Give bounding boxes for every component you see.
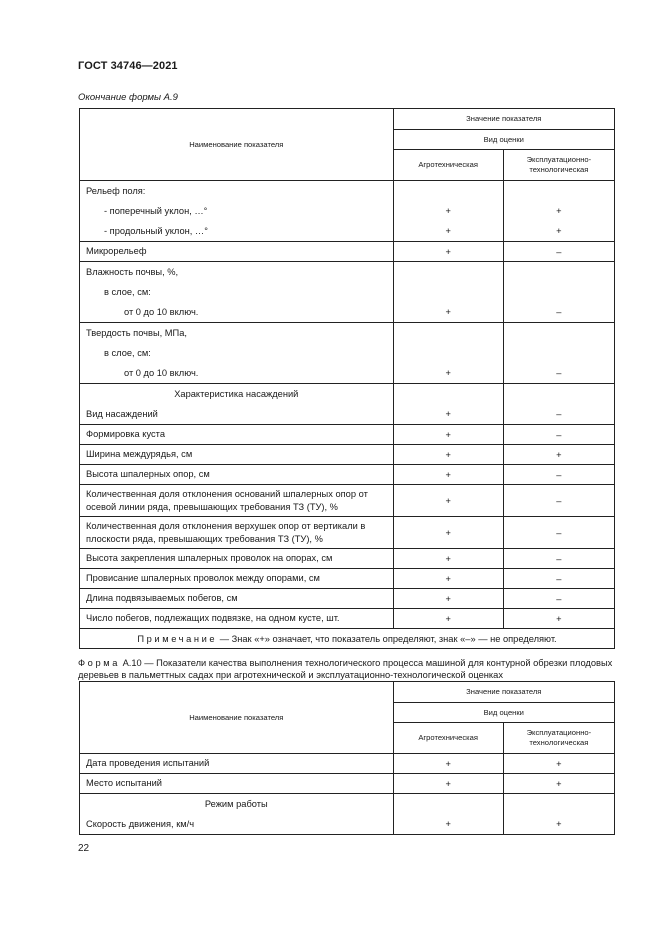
header-col-agrotech: Агротехническая: [393, 723, 503, 754]
form-caption: Окончание формы А.9: [78, 92, 178, 103]
table-row: Дата проведения испытаний + +: [80, 754, 615, 774]
table-row: Место испытаний + +: [80, 774, 615, 794]
header-col-exploitation: Эксплуатационно- технологическая: [503, 723, 614, 754]
document-header: ГОСТ 34746—2021: [78, 60, 178, 72]
table-row: Твердость почвы, МПа, в слое, см: от 0 до 10 включ. + –: [80, 323, 615, 384]
header-name-column: Наименование показателя: [80, 682, 394, 754]
table-row: Количественная доля отклонения верхушек опор от вертикали в плоскости ряда, превышающих требования ТЗ (ТУ), % + –: [80, 517, 615, 549]
table-row: Характеристика насаждений Вид насаждений + –: [80, 384, 615, 425]
header-eval-group: Вид оценки: [393, 130, 614, 150]
section-title: Характеристика насаждений: [174, 389, 299, 399]
section-title: Режим работы: [204, 799, 268, 809]
table-row: Высота шпалерных опор, см + –: [80, 465, 615, 485]
header-col-agrotech: Агротехническая: [393, 150, 503, 181]
indicators-table-2: [79, 681, 615, 835]
header-value-group: Значение показателя: [393, 682, 614, 703]
table-row: Влажность почвы, %, в слое, см: от 0 до 10 включ. + –: [80, 262, 615, 323]
table-row: Количественная доля отклонения оснований шпалерных опор от осевой линии ряда, превышающих требования ТЗ (ТУ), % + –: [80, 485, 615, 517]
table-row: Число побегов, подлежащих подвязке, на одном кусте, шт. + +: [80, 609, 615, 629]
table-row: Высота закрепления шпалерных проволок на опорах, см + –: [80, 549, 615, 569]
header-name-column: Наименование показателя: [80, 109, 394, 181]
header-value-group: Значение показателя: [393, 109, 614, 130]
table-row: Режим работы Скорость движения, км/ч + +: [80, 794, 615, 835]
table-row: Длина подвязываемых побегов, см + –: [80, 589, 615, 609]
table-note-row: [80, 629, 615, 649]
table-note: Примечание — Знак «+» означает, что показатель определяют, знак «–» — не определяют.: [80, 629, 615, 649]
page-number: 22: [78, 843, 90, 854]
header-col-exploitation: Эксплуатационно- технологическая: [503, 150, 614, 181]
header-eval-group: Вид оценки: [393, 703, 614, 723]
indicators-table: [79, 108, 615, 649]
table-row: Микрорельеф + –: [80, 242, 615, 262]
table-row: Провисание шпалерных проволок между опорами, см + –: [80, 569, 615, 589]
table-row: Ширина междурядья, см + +: [80, 445, 615, 465]
form-title: Форма А.10 — Показатели качества выполнения технологического процесса машиной для контурной обрезки плодовых деревьев в пальметтных садах при агротехнической и эксплуатационно-технологической оценках: [78, 658, 613, 680]
table-row: Рельеф поля: - поперечный уклон, …° - продольный уклон, …° + + + +: [80, 181, 615, 242]
table-row: Формировка куста + –: [80, 425, 615, 445]
